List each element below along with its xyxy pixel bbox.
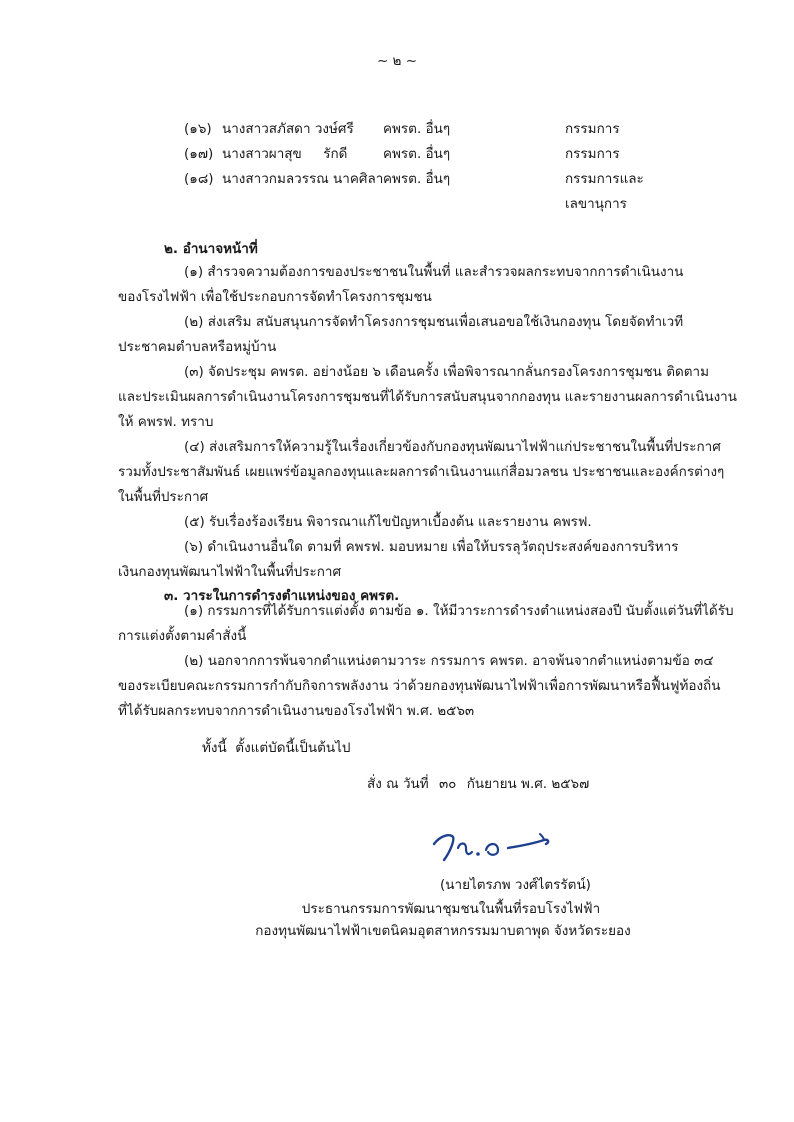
member-number: (๑๖) xyxy=(184,121,212,137)
paragraph-line: (๑) สำรวจความต้องการของประชาชนในพื้นที่ และสำรวจผลกระทบจากการดำเนินงาน xyxy=(184,264,684,280)
paragraph-line: (๖) ดำเนินงานอื่นใด ตามที่ คพรฟ. มอบหมาย เพื่อให้บรรลุวัตถุประสงค์ของการบริหาร xyxy=(184,539,679,555)
paragraph-line: (๑) กรรมการที่ได้รับการแต่งตั้ง ตามข้อ ๑. ให้มีวาระการดำรงตำแหน่งสองปี นับตั้งแต่วันที่ได้รับ xyxy=(184,603,734,619)
section-3-heading: ๓. วาระในการดำรงตำแหน่งของ คพรต. xyxy=(164,588,400,604)
signatory-organization: กองทุนพัฒนาไฟฟ้าเขตนิคมอุตสาหกรรมมาบตาพุด จังหวัดระยอง xyxy=(255,923,631,939)
paragraph-line: การแต่งตั้งตามคำสั่งนี้ xyxy=(118,628,247,644)
member-name: นางสาวผาสุข รักดี xyxy=(222,146,348,162)
member-role: กรรมการและ xyxy=(565,171,644,187)
member-name: นางสาวสภัสดา วงษ์ศรี xyxy=(222,121,354,137)
effective-statement: ทั้งนี้ ตั้งแต่บัดนี้เป็นต้นไป xyxy=(202,740,351,756)
member-org: คพรต. อื่นๆ xyxy=(383,146,451,162)
paragraph-line: ประชาคมตำบลหรือหมู่บ้าน xyxy=(118,339,277,355)
paragraph-line: รวมทั้งประชาสัมพันธ์ เผยแพร่ข้อมูลกองทุนและผลการดำเนินงานแก่สื่อมวลชน ประชาชนและองค์กรต่างๆ xyxy=(118,464,725,480)
member-org: คพรต. อื่นๆ xyxy=(383,171,451,187)
member-name: นางสาวกมลวรรณ นาคศิลา xyxy=(222,171,384,187)
order-date-prefix: สั่ง ณ วันที่ xyxy=(367,776,429,792)
member-number: (๑๘) xyxy=(184,171,214,187)
paragraph-line: (๔) ส่งเสริมการให้ความรู้ในเรื่องเกี่ยวข้องกับกองทุนพัฒนาไฟฟ้าแก่ประชาชนในพื้นที่ประกาศ xyxy=(184,439,721,455)
signatory-name: (นายไตรภพ วงศ์ไตรรัตน์) xyxy=(440,877,591,893)
paragraph-line: ให้ คพรฟ. ทราบ xyxy=(118,414,214,430)
member-number: (๑๗) xyxy=(184,146,214,162)
member-org: คพรต. อื่นๆ xyxy=(383,121,451,137)
order-date-rest: กันยายน พ.ศ. ๒๕๖๗ xyxy=(466,776,590,792)
section-3-body xyxy=(118,599,734,724)
paragraph-line: ของระเบียบคณะกรรมการกำกับกิจการพลังงาน ว่าด้วยกองทุนพัฒนาไฟฟ้าเพื่อการพัฒนาหรือฟื้นฟูท้องถิ่น xyxy=(118,678,721,694)
paragraph-line: (๕) รับเรื่องร้องเรียน พิจารณาแก้ไขปัญหาเบื้องต้น และรายงาน คพรฟ. xyxy=(184,514,592,530)
paragraph-line: และประเมินผลการดำเนินงานโครงการชุมชนที่ได้รับการสนับสนุนจากกองทุน และรายงานผลการดำเนินงาน xyxy=(118,389,737,405)
member-role-continued: เลขานุการ xyxy=(565,196,627,212)
paragraph-line: (๓) จัดประชุม คพรต. อย่างน้อย ๖ เดือนครั้ง เพื่อพิจารณากลั่นกรองโครงการชุมชน ติดตาม xyxy=(184,364,709,380)
section-2-heading: ๒. อำนาจหน้าที่ xyxy=(164,241,258,257)
paragraph-line: ในพื้นที่ประกาศ xyxy=(118,489,209,505)
order-date-day: ๓๐ xyxy=(438,776,457,792)
member-role: กรรมการ xyxy=(565,146,620,162)
paragraph-line: (๒) นอกจากการพ้นจากตำแหน่งตามวาระ กรรมการ คพรต. อาจพ้นจากตำแหน่งตามข้อ ๓๔ xyxy=(184,653,714,669)
order-date xyxy=(367,772,589,794)
paragraph-line: (๒) ส่งเสริม สนับสนุนการจัดทำโครงการชุมชนเพื่อเสนอขอใช้เงินกองทุน โดยจัดทำเวที xyxy=(184,314,684,330)
section-2-body xyxy=(118,260,737,585)
paragraph-line: ของโรงไฟฟ้า เพื่อใช้ประกอบการจัดทำโครงการชุมชน xyxy=(118,289,432,305)
page-number: ~ ๒ ~ xyxy=(376,53,418,69)
paragraph-line: เงินกองทุนพัฒนาไฟฟ้าในพื้นที่ประกาศ xyxy=(118,564,342,580)
member-role: กรรมการ xyxy=(565,121,620,137)
signatory-position: ประธานกรรมการพัฒนาชุมชนในพื้นที่รอบโรงไฟฟ้า xyxy=(301,901,601,917)
signature-mark xyxy=(428,826,558,872)
paragraph-line: ที่ได้รับผลกระทบจากการดำเนินงานของโรงไฟฟ้า พ.ศ. ๒๕๖๓ xyxy=(118,703,475,719)
